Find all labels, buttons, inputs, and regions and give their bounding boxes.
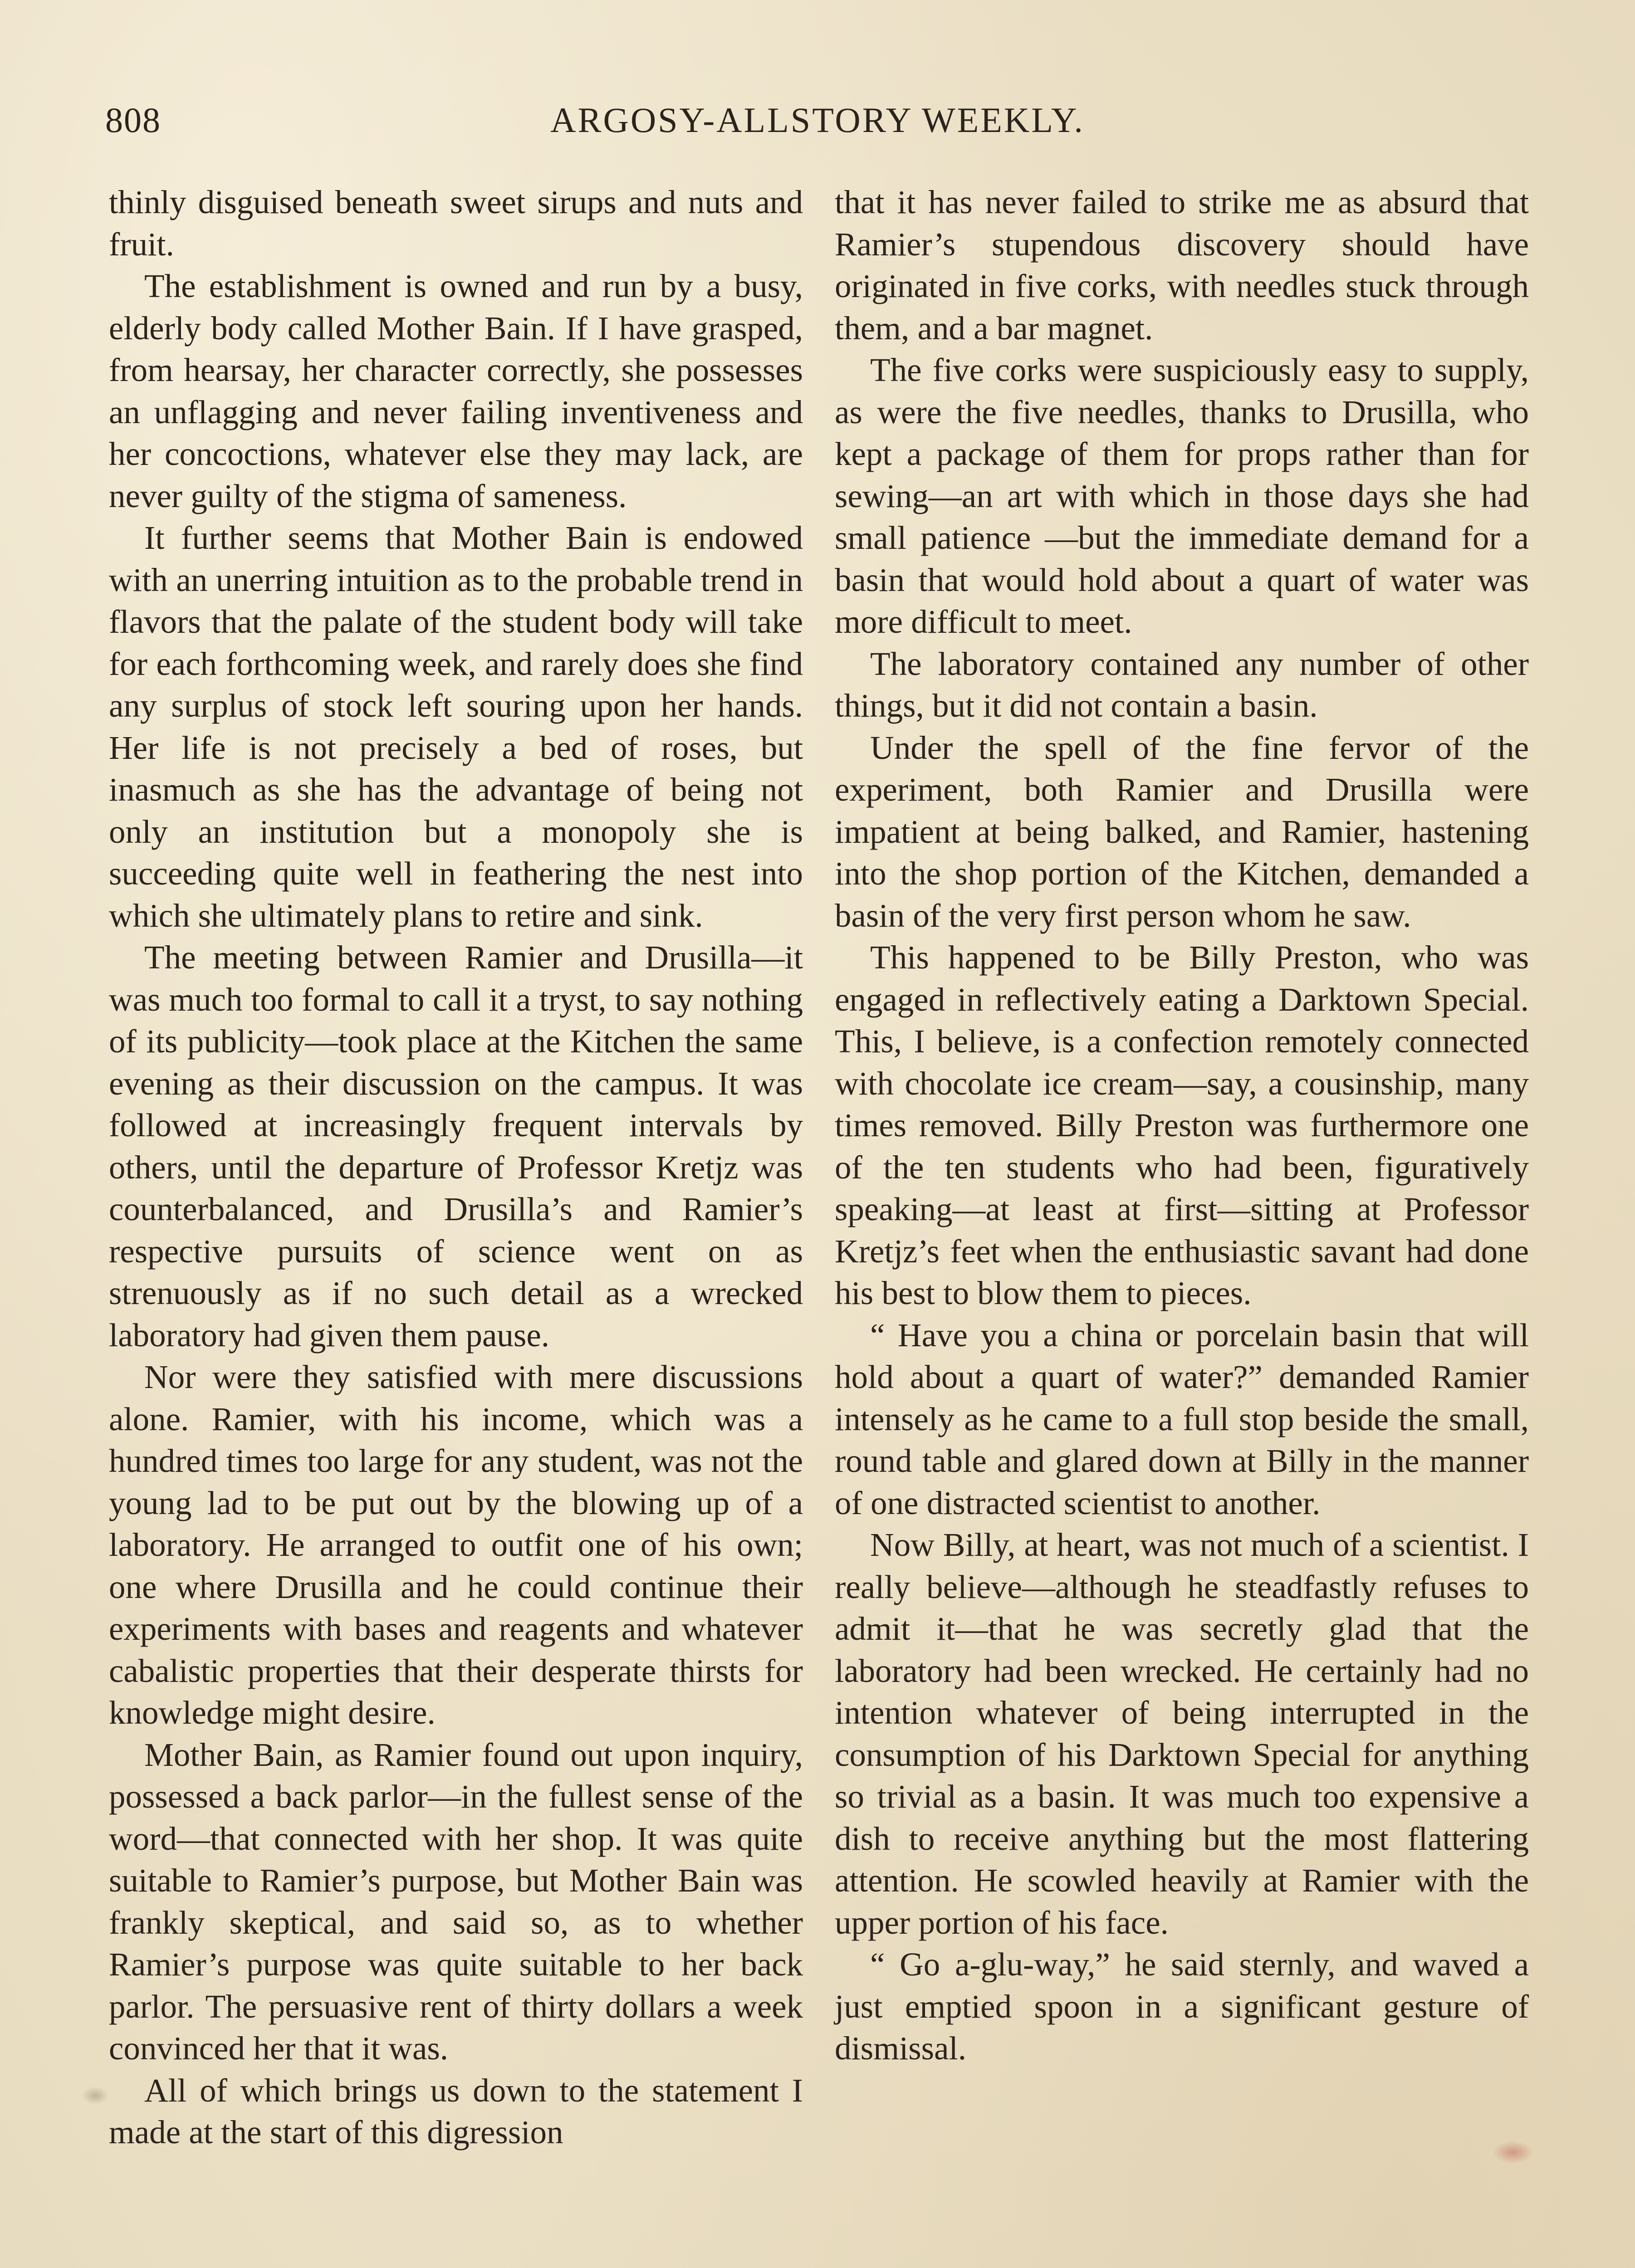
paragraph: Now Billy, at heart, was not much of a scientist. I really believe—although he steadfastly refuses to admit it—that he was secretly glad that the laboratory had been wrecked. He certainly had no intention whatever of being interrupted in the consumption of his Darktown Special for anything so trivial as a basin. It was much too expensive a dish to receive anything but the most flattering attention. He scowled heavily at Ramier with the upper portion of his face. <box>835 1526 1529 1941</box>
paragraph: that it has never failed to strike me as absurd that Ramier’s stupendous discovery should have originated in five corks, with needles stuck through them, and a bar magnet. <box>835 184 1529 347</box>
paragraph: It further seems that Mother Bain is endowed with an unerring intuition as to the probable trend in flavors that the palate of the student body will take for each forthcoming week, and rarely does she find any surplus of stock left souring upon her hands. Her life is not precisely a bed of roses, but inasmuch as she has the advantage of being not only an institution but a monopoly she is succeeding quite well in feathering the nest into which she ultimately plans to retire and sink. <box>109 519 803 934</box>
right-column <box>835 181 1529 2070</box>
paragraph: Nor were they satisfied with mere discussions alone. Ramier, with his income, which was a hundred times too large for any student, was not the young lad to be put out by the blowing up of a laboratory. He arranged to outfit one of his own; one where Drusilla and he could continue their experiments with bases and reagents and whatever cabalistic properties that their desperate thirsts for knowledge might desire. <box>109 1359 803 1731</box>
paragraph: Under the spell of the fine fervor of the experiment, both Ramier and Drusilla were impatient at being balked, and Ramier, hastening into the shop portion of the Kitchen, demanded a basin of the very first person whom he saw. <box>835 729 1529 934</box>
paragraph: This happened to be Billy Preston, who was engaged in reflectively eating a Darktown Special. This, I believe, is a confection remotely connected with chocolate ice cream—say, a cousinship, many times removed. Billy Preston was furthermore one of the ten students who had been, figuratively speaking—at least at first—sitting at Professor Kretjz’s feet when the enthusiastic savant had done his best to blow them to pieces. <box>835 939 1529 1311</box>
paragraph: “ Have you a china or porcelain basin that will hold about a quart of water?” demanded Ramier intensely as he came to a full stop beside the small, round table and glared down at Billy in the manner of one distracted scientist to another. <box>835 1316 1529 1521</box>
paragraph: thinly disguised beneath sweet sirups and nuts and fruit. <box>109 184 803 263</box>
paper-stain <box>82 2087 109 2105</box>
paragraph: The laboratory contained any number of other things, but it did not contain a basin. <box>835 645 1529 724</box>
page-number: 808 <box>105 100 161 140</box>
paragraph: “ Go a-glu-way,” he said sternly, and waved a just emptied spoon in a significant gesture of dismissal. <box>835 1946 1529 2067</box>
paragraph: The five corks were suspiciously easy to supply, as were the five needles, thanks to Drusilla, who kept a package of them for props rather than for sewing—an art with which in those days she had small patience —but the immediate demand for a basin that would hold about a quart of water was more difficult to meet. <box>835 352 1529 640</box>
paragraph: Mother Bain, as Ramier found out upon inquiry, possessed a back parlor—in the fullest sense of the word—that connected with her shop. It was quite suitable to Ramier’s purpose, but Mother Bain was frankly skeptical, and said so, as to whether Ramier’s purpose was quite suitable to her back parlor. The persuasive rent of thirty dollars a week convinced her that it was. <box>109 1736 803 2067</box>
paragraph: The meeting between Ramier and Drusilla—it was much too formal to call it a tryst, to say nothing of its publicity—took place at the Kitchen the same evening as their discussion on the campus. It was followed at increasingly frequent intervals by others, until the departure of Professor Kretjz was counterbalanced, and Drusilla’s and Ramier’s respective pursuits of science went on as strenuously as if no such detail as a wrecked laboratory had given them pause. <box>109 939 803 1354</box>
paragraph: The establishment is owned and run by a busy, elderly body called Mother Bain. If I have grasped, from hearsay, her character correctly, she possesses an unflagging and never failing inventiveness and her concoctions, whatever else they may lack, are never guilty of the stigma of sameness. <box>109 268 803 514</box>
paper-stain <box>1493 2141 1533 2164</box>
running-head: ARGOSY-ALLSTORY WEEKLY. <box>550 100 1085 140</box>
left-column <box>109 181 803 2154</box>
paragraph: All of which brings us down to the statement I made at the start of this digression <box>109 2072 803 2151</box>
page-header <box>0 95 1635 145</box>
